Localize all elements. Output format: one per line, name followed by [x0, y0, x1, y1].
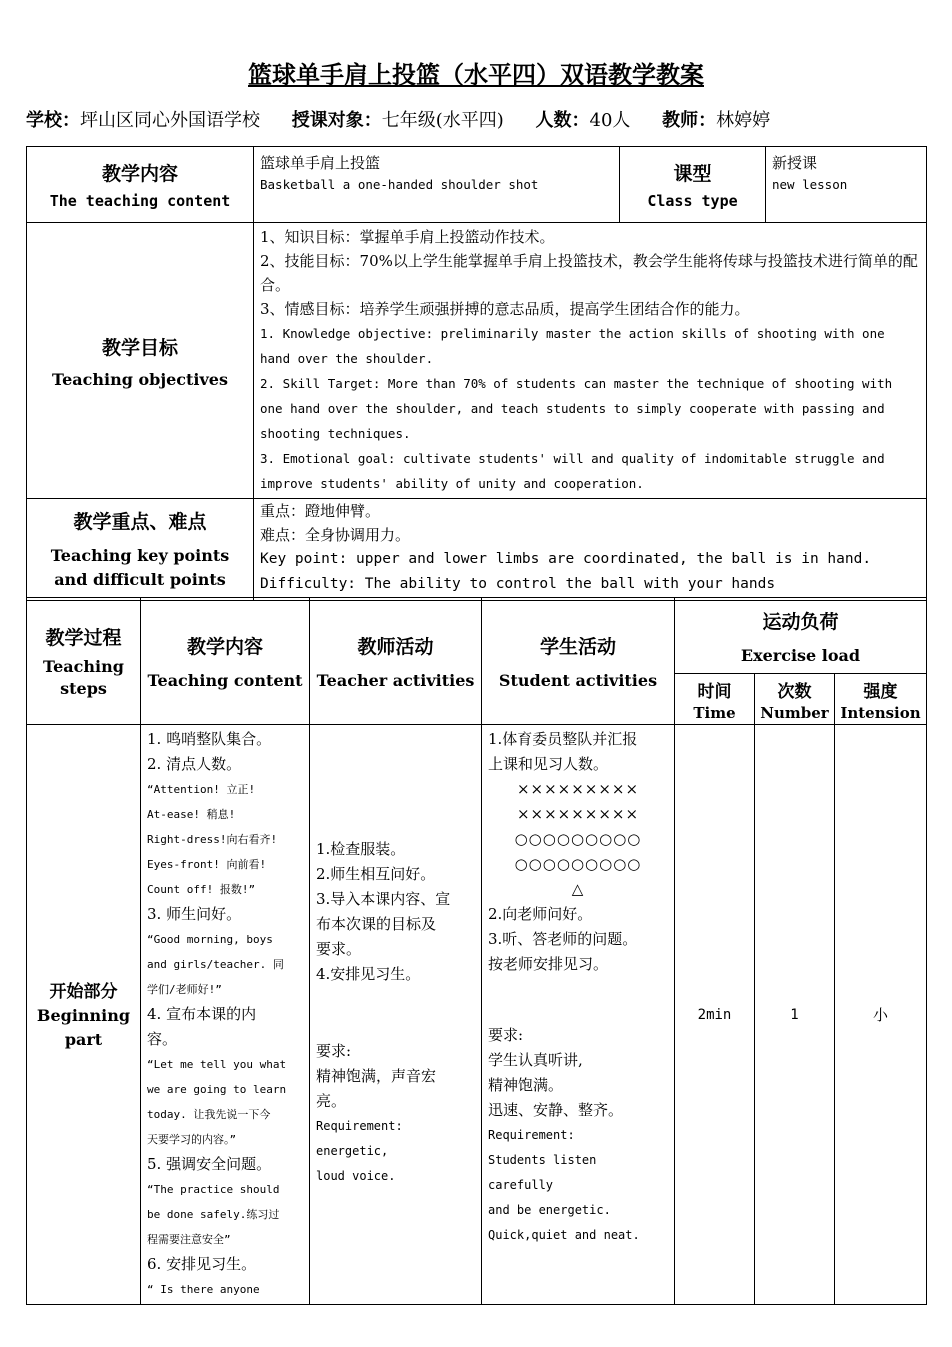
student-requirement-line: Students listen	[488, 1153, 597, 1167]
objective-cn-2: 2、技能目标：70%以上学生能掌握单手肩上投篮技术，教会学生能将传球与投篮技术进行简单的配合。	[260, 252, 918, 294]
content-label-cn: 教学内容	[101, 163, 178, 185]
objectives-row	[27, 223, 927, 499]
student-requirement-line: carefully	[488, 1178, 554, 1192]
content-line: we are going to learn	[147, 1083, 287, 1096]
content-line: 学们/老师好!”	[147, 983, 222, 996]
school-label: 学校：	[26, 110, 80, 131]
student-requirement-line: 要求:	[488, 1026, 524, 1044]
content-line: 6. 安排见习生。	[147, 1255, 257, 1273]
teacher-activity-line: 2.师生相互问好。	[316, 865, 436, 883]
beginning-teacher-requirements	[316, 1039, 475, 1189]
steps-header-cn: 教学过程	[45, 626, 122, 649]
target-label: 授课对象：	[291, 110, 382, 131]
beginning-content-cell	[141, 725, 310, 1305]
key-points-label-cn: 教学重点、难点	[73, 511, 207, 533]
content-line: “Let me tell you what	[147, 1058, 287, 1071]
student-header-cell	[482, 598, 675, 725]
beginning-teacher-lines	[316, 837, 475, 987]
student-activity-line: 1.体育委员整队并汇报	[488, 730, 638, 748]
beginning-student-cell	[482, 725, 675, 1305]
document-title: 篮球单手肩上投篮（水平四）双语教学教案	[248, 60, 704, 89]
beginning-student-top	[488, 727, 668, 777]
load-header-cn: 运动负荷	[762, 610, 839, 633]
teacher-label: 教师：	[662, 110, 717, 131]
beginning-step-cell	[27, 725, 141, 1305]
target-value: 七年级(水平四)	[381, 110, 504, 131]
content-line: Eyes-front! 向前看!	[147, 858, 267, 871]
load-header-en: Exercise load	[740, 645, 861, 665]
teacher-activity-line: 4.安排见习生。	[316, 965, 421, 983]
teacher-requirement-line: 精神饱满，声音宏	[316, 1067, 437, 1085]
content-label-en: The teaching content	[49, 192, 231, 210]
beginning-step-en-1: Beginning	[36, 1006, 131, 1025]
teacher-requirement-line: energetic,	[316, 1144, 389, 1158]
formation-row: ×××××××××	[516, 805, 640, 823]
content-line: 4. 宣布本课的内	[147, 1005, 257, 1023]
teacher-activity-line: 1.检查服装。	[316, 840, 406, 858]
beginning-part-row	[27, 725, 927, 1305]
key-points-label-en-1: Teaching key points	[50, 546, 230, 565]
objectives-label-en: Teaching objectives	[52, 369, 228, 389]
student-header-en: Student activities	[498, 671, 658, 690]
teacher-requirement-line: 要求:	[316, 1042, 352, 1060]
formation-row: ○○○○○○○○○	[514, 830, 642, 848]
objective-cn-1: 1、知识目标：掌握单手肩上投篮动作技术。	[260, 228, 555, 246]
formation-diagram	[488, 777, 668, 902]
key-points-row	[27, 499, 927, 601]
teacher-requirement-line: 亮。	[316, 1092, 347, 1110]
teacher-header-en: Teacher activities	[316, 671, 475, 690]
count-value: 40人	[589, 110, 631, 131]
beginning-time-cell: 2min	[675, 725, 755, 1305]
class-type-cn: 课型	[673, 163, 712, 185]
objective-en-2: 2. Skill Target: More than 70% of students can master the technique of shooting with one hand over the shoulder, and teach students to simply cooperate with passing and shooting techniques.	[260, 376, 893, 441]
content-line: “The practice should	[147, 1183, 280, 1196]
content-line: At-ease! 稍息!	[147, 808, 236, 821]
difficulty-en: Difficulty: The ability to control the ball with your hands	[260, 576, 776, 592]
content-line: and girls/teacher. 同	[147, 958, 284, 971]
beginning-intensity-cell: 小	[835, 725, 927, 1305]
content-line: 2. 清点人数。	[147, 755, 242, 773]
intensity-header-cell	[835, 674, 927, 725]
content-line: 3. 师生问好。	[147, 905, 242, 923]
lesson-type-cn: 新授课	[772, 154, 818, 172]
time-header-cell	[675, 674, 755, 725]
objectives-label-cell	[27, 223, 254, 499]
teacher-requirement-line: loud voice.	[316, 1169, 396, 1183]
content-line: 程需要注意安全”	[147, 1233, 231, 1246]
student-requirement-line: Requirement:	[488, 1128, 575, 1142]
objective-cn-3: 3、情感目标：培养学生顽强拼搏的意志品质，提高学生团结合作的能力。	[260, 300, 750, 318]
student-requirement-line: and be energetic.	[488, 1203, 611, 1217]
teacher-requirement-line: Requirement:	[316, 1119, 403, 1133]
class-type-en: Class type	[647, 192, 738, 210]
content-header-en: Teaching content	[147, 671, 303, 690]
school-value: 坪山区同心外国语学校	[80, 110, 260, 131]
student-activity-line: 上课和见习人数。	[488, 755, 609, 773]
content-value-cn: 篮球单手肩上投篮	[260, 154, 381, 172]
number-header-cell	[755, 674, 835, 725]
formation-row: ○○○○○○○○○	[514, 855, 642, 873]
beginning-student-mid	[488, 902, 668, 977]
beginning-content-lines	[147, 727, 303, 1302]
content-row	[27, 147, 927, 223]
content-label-cell	[27, 147, 254, 223]
content-line: today. 让我先说一下今	[147, 1108, 271, 1121]
number-header-cn: 次数	[777, 681, 812, 702]
student-header-cn: 学生活动	[539, 636, 616, 658]
content-line: 容。	[147, 1030, 178, 1048]
key-points-body-cell	[254, 499, 927, 601]
content-header-cell	[141, 598, 310, 725]
student-activity-line: 3.听、答老师的问题。	[488, 930, 638, 948]
student-requirement-line: Quick,quiet and neat.	[488, 1228, 640, 1242]
content-line: “Attention! 立正!	[147, 783, 256, 796]
count-label: 人数：	[535, 110, 590, 131]
teacher-activity-line: 要求。	[316, 940, 362, 958]
student-requirement-line: 精神饱满。	[488, 1076, 564, 1094]
beginning-student-requirements	[488, 1023, 668, 1248]
teacher-value: 林婷婷	[716, 110, 771, 131]
time-header-en: Time	[693, 703, 736, 722]
lesson-summary-table	[26, 146, 927, 601]
info-line	[26, 106, 936, 132]
objective-en-3: 3. Emotional goal: cultivate students' will and quality of indomitable struggle and improve students' ability of unity and cooperation.	[260, 451, 885, 491]
content-line: Right-dress!向右看齐!	[147, 833, 278, 846]
content-line: 1. 鸣哨整队集合。	[147, 730, 272, 748]
student-activity-line: 2.向老师问好。	[488, 905, 593, 923]
lesson-type-cell	[766, 147, 927, 223]
content-value-cell	[254, 147, 620, 223]
teacher-activity-line: 布本次课的目标及	[316, 915, 437, 933]
objectives-label-cn: 教学目标	[101, 336, 178, 359]
content-line: 5. 强调安全问题。	[147, 1155, 272, 1173]
formation-row: ×××××××××	[516, 780, 640, 798]
number-header-en: Number	[760, 703, 829, 722]
intensity-header-en: Intension	[840, 703, 921, 722]
lesson-type-en: new lesson	[772, 177, 848, 192]
key-points-label-en-2: and difficult points	[54, 570, 226, 589]
difficulty-cn: 难点：全身协调用力。	[260, 526, 411, 544]
key-point-cn: 重点：蹬地伸臂。	[260, 502, 381, 520]
beginning-teacher-cell	[310, 725, 482, 1305]
content-line: 天要学习的内容。”	[147, 1133, 237, 1146]
objectives-body-cell	[254, 223, 927, 499]
teacher-activity-line: 3.导入本课内容、宣	[316, 890, 451, 908]
content-line: Count off! 报数!”	[147, 883, 256, 896]
key-points-label-cell	[27, 499, 254, 601]
class-type-cell	[620, 147, 766, 223]
teacher-header-cn: 教师活动	[357, 636, 434, 658]
content-header-cn: 教学内容	[186, 636, 263, 658]
student-requirement-line: 迅速、安静、整齐。	[488, 1101, 624, 1119]
steps-header-cell	[27, 598, 141, 725]
teacher-header-cell	[310, 598, 482, 725]
objective-en-1: 1. Knowledge objective: preliminarily master the action skills of shooting with one hand over the shoulder.	[260, 326, 885, 366]
steps-header-en-1: Teaching	[43, 656, 124, 676]
content-line: “ Is there anyone	[147, 1283, 260, 1296]
teaching-process-table	[26, 597, 927, 1305]
process-header-row-1	[27, 598, 927, 674]
key-point-en: Key point: upper and lower limbs are coordinated, the ball is in hand.	[260, 551, 872, 567]
intensity-header-cn: 强度	[863, 681, 898, 702]
beginning-number-cell: 1	[755, 725, 835, 1305]
student-requirement-line: 学生认真听讲,	[488, 1051, 583, 1069]
time-header-cn: 时间	[697, 681, 732, 702]
beginning-step-cn: 开始部分	[49, 982, 118, 1002]
beginning-step-en-2: part	[64, 1030, 103, 1049]
content-value-en: Basketball a one-handed shoulder shot	[260, 177, 539, 192]
content-line: “Good morning, boys	[147, 933, 273, 946]
content-line: be done safely.练习过	[147, 1208, 280, 1221]
student-activity-line: 按老师安排见习。	[488, 955, 609, 973]
steps-header-en-2: steps	[60, 678, 107, 698]
teacher-position-marker: △	[571, 880, 585, 898]
load-header-cell	[675, 598, 927, 674]
